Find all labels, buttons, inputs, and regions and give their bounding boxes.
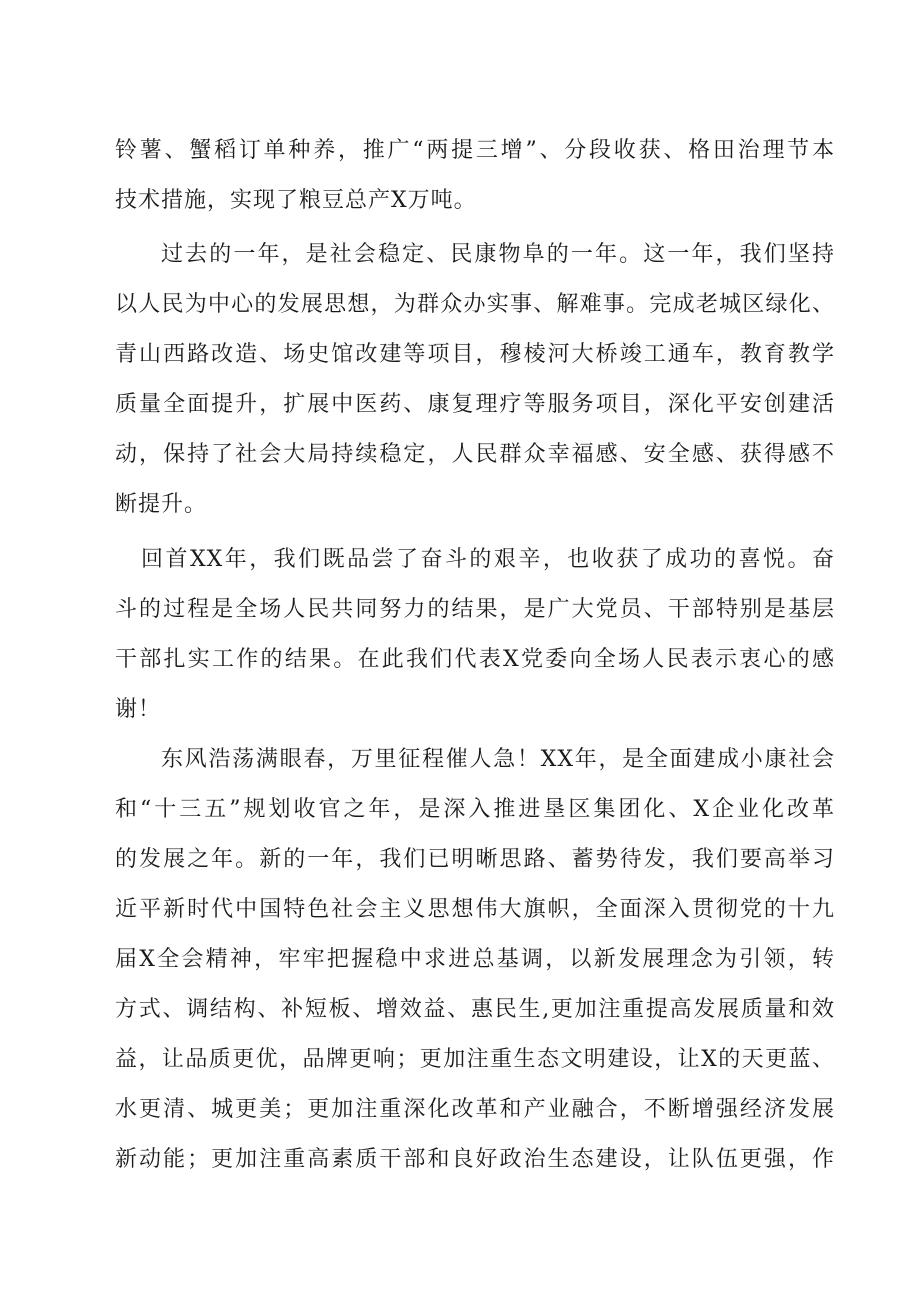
paragraph-line: 质量全面提升，扩展中医药、康复理疗等服务项目，深化平安创建活: [115, 392, 835, 417]
paragraph-line: 届X全会精神，牢牢把握稳中求进总基调，以新发展理念为引领，转: [115, 947, 835, 972]
paragraph-1: [115, 126, 835, 226]
paragraph-line: 和“十三五”规划收官之年，是深入推进垦区集团化、X企业化改革: [115, 797, 835, 822]
paragraph-line: 动，保持了社会大局持续稳定，人民群众幸福感、安全感、获得感不: [115, 442, 835, 467]
paragraph-line: 铃薯、蟹稻订单种养，推广“两提三增”、分段收获、格田治理节本: [115, 138, 835, 163]
paragraph-line: 方式、调结构、补短板、增效益、惠民生,更加注重提高发展质量和效: [115, 997, 835, 1022]
paragraph-line: 近平新时代中国特色社会主义思想伟大旗帜，全面深入贯彻党的十九: [115, 897, 835, 922]
paragraph-line: 技术措施，实现了粮豆总产X万吨。: [115, 188, 477, 213]
paragraph-line: 过去的一年，是社会稳定、民康物阜的一年。这一年，我们坚持: [161, 242, 835, 267]
paragraph-line: 新动能；更加注重高素质干部和良好政治生态建设，让队伍更强，作: [115, 1147, 835, 1172]
paragraph-2: [115, 230, 835, 530]
paragraph-line: 的发展之年。新的一年，我们已明晰思路、蓄势待发，我们要高举习: [115, 847, 835, 872]
paragraph-line: 斗的过程是全场人民共同努力的结果，是广大党员、干部特别是基层: [115, 597, 835, 622]
paragraph-line: 回首XX年，我们既品尝了奋斗的艰辛，也收获了成功的喜悦。奋: [141, 547, 835, 572]
paragraph-line: 断提升。: [115, 492, 208, 517]
paragraph-line: 青山西路改造、场史馆改建等项目，穆棱河大桥竣工通车，教育教学: [115, 342, 835, 367]
paragraph-line: 水更清、城更美；更加注重深化改革和产业融合，不断增强经济发展: [115, 1097, 835, 1122]
paragraph-line: 益，让品质更优，品牌更响；更加注重生态文明建设，让X的天更蓝、: [115, 1047, 835, 1072]
paragraph-line: 东风浩荡满眼春，万里征程催人急！XX年，是全面建成小康社会: [161, 747, 835, 772]
paragraph-3: [115, 535, 835, 735]
paragraph-line: 谢！: [115, 697, 162, 722]
paragraph-line: 以人民为中心的发展思想，为群众办实事、解难事。完成老城区绿化、: [115, 292, 835, 317]
paragraph-4: [115, 735, 835, 1185]
paragraph-line: 干部扎实工作的结果。在此我们代表X党委向全场人民表示衷心的感: [115, 647, 835, 672]
